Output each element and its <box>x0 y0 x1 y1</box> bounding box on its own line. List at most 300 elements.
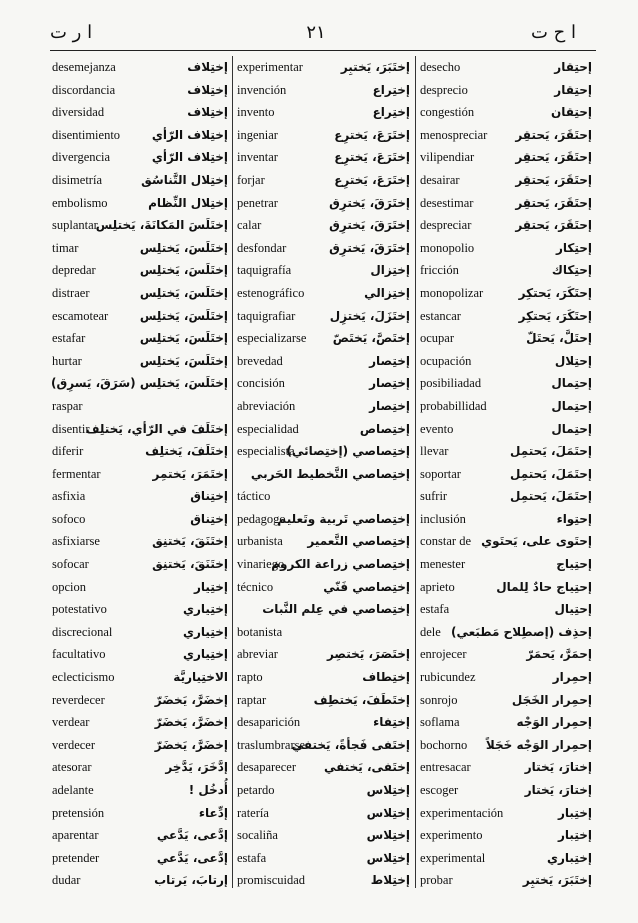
dictionary-entry <box>50 259 232 282</box>
dictionary-entry <box>418 327 596 350</box>
arabic-term: إدَّعى، يَدَّعي <box>156 850 228 865</box>
spanish-term: dele <box>420 624 441 639</box>
dictionary-entry <box>235 101 414 124</box>
dictionary-entry <box>235 824 414 847</box>
arabic-term: إختِزالي <box>364 285 410 300</box>
dictionary-entry <box>50 734 232 757</box>
arabic-term: إختِلاف <box>187 60 228 74</box>
dictionary-entry <box>418 101 596 124</box>
guide-word-right: ا ح ت <box>530 22 576 43</box>
arabic-term: إختَلَفَ، يَختلِف <box>145 444 228 459</box>
dictionary-entry <box>418 282 596 305</box>
arabic-term: إختَرَقَ، يَخترِق <box>329 218 410 233</box>
spanish-term: probar <box>420 873 453 888</box>
dictionary-entry <box>418 553 596 576</box>
dictionary-entry <box>418 192 596 215</box>
spanish-term: soportar <box>420 466 461 481</box>
dictionary-entry <box>235 79 414 102</box>
arabic-term: إختَنَقَ، يَختنِق <box>152 557 228 572</box>
guide-word-left: ا ر ت <box>50 22 93 43</box>
spanish-term: timar <box>52 240 79 255</box>
dictionary-entry <box>235 327 414 350</box>
dictionary-entry <box>50 79 232 102</box>
arabic-term: إحتِمال <box>551 376 592 391</box>
arabic-term: إختَلَسَ، يَختلِس <box>139 308 228 323</box>
dictionary-entry <box>50 666 232 689</box>
arabic-term: إختِصار <box>369 376 410 391</box>
dictionary-entry <box>50 395 232 418</box>
arabic-term: إحتَقَرَ، يَحتقِر <box>515 127 592 142</box>
dictionary-entry <box>418 847 596 870</box>
dictionary-entry <box>418 576 596 599</box>
dictionary-entry <box>50 56 232 79</box>
arabic-term: إدَّخَرَ، يَدَّخِر <box>165 760 228 775</box>
spanish-term: brevedad <box>237 353 283 368</box>
arabic-term: إختَصَرَ، يَختصِر <box>326 647 410 662</box>
spanish-term: fermentar <box>52 466 101 481</box>
arabic-term: إختِباري <box>547 850 592 865</box>
arabic-term: إحتَمَلَ، يَحتمِل <box>510 489 592 504</box>
dictionary-entry <box>50 418 232 441</box>
arabic-term: إحتِياج حادٌ لِلمال <box>496 579 592 594</box>
arabic-term: إحمَرَّ، يَحمَرّ <box>526 647 592 662</box>
arabic-term: إختِراع <box>372 105 410 120</box>
arabic-term: إختِياري <box>183 624 228 639</box>
spanish-term: depredar <box>52 263 96 278</box>
spanish-term: aprieto <box>420 579 455 594</box>
dictionary-entry <box>50 214 232 237</box>
arabic-term: إختِلاس <box>366 850 410 865</box>
dictionary-entry <box>418 779 596 802</box>
column-right <box>418 56 596 886</box>
column-middle <box>235 56 414 886</box>
arabic-term: إختِصاصي في عِلم النَّبات <box>262 602 410 617</box>
spanish-term: socaliña <box>237 828 278 843</box>
spanish-term: vinariego <box>237 557 285 572</box>
spanish-term: desairar <box>420 172 460 187</box>
arabic-term: إحتَمَلَ، يَحتمِل <box>510 444 592 459</box>
arabic-term: إحتِواء <box>556 511 592 526</box>
dictionary-entry <box>418 305 596 328</box>
arabic-term: إختَرَقَ، يَخترِق <box>329 240 410 255</box>
dictionary-entry <box>235 553 414 576</box>
arabic-term: إختَلَسَ المَكانَةَ، يَختلِس <box>95 218 228 233</box>
spanish-term: raspar <box>52 398 83 413</box>
page-header <box>0 22 638 46</box>
spanish-term: asfixiarse <box>52 534 100 549</box>
arabic-term: إحتِكار <box>555 240 592 255</box>
spanish-term: concisión <box>237 376 285 391</box>
arabic-term: إحمِرار الوَجْه <box>516 715 592 730</box>
spanish-term: soflama <box>420 715 460 730</box>
arabic-term: إختِبار <box>558 828 592 843</box>
dictionary-entry <box>50 643 232 666</box>
dictionary-entry <box>418 508 596 531</box>
arabic-term: إختَلَسَ، يَختلِس <box>139 263 228 278</box>
dictionary-entry <box>418 440 596 463</box>
spanish-term: aparentar <box>52 828 99 843</box>
spanish-term: pedagogo <box>237 511 286 526</box>
dictionary-entry <box>235 124 414 147</box>
arabic-term: إخضَرَّ، يَخضَرّ <box>154 715 228 730</box>
dictionary-entry <box>50 689 232 712</box>
arabic-term: إختِيار <box>194 579 228 594</box>
spanish-term: monopolizar <box>420 285 484 300</box>
arabic-term: إختِناق <box>190 489 228 504</box>
arabic-term: إحتَقَرَ، يَحتقِر <box>515 172 592 187</box>
spanish-term: abreviar <box>237 647 278 662</box>
spanish-term: enrojecer <box>420 647 467 662</box>
spanish-term: taquigrafiar <box>237 308 296 323</box>
arabic-term: إختَبَرَ، يَختبِر <box>522 873 592 888</box>
arabic-term: إحتِمال <box>551 398 592 413</box>
dictionary-entry <box>418 598 596 621</box>
spanish-term: despreciar <box>420 218 472 233</box>
dictionary-entry <box>235 237 414 260</box>
spanish-term: probabillidad <box>420 398 487 413</box>
spanish-term: bochorno <box>420 737 468 752</box>
dictionary-entry <box>418 146 596 169</box>
spanish-term: experimento <box>420 828 483 843</box>
arabic-term: إختِصاصي فَنّي <box>323 579 410 594</box>
arabic-term: الاختِياريَّة <box>173 670 228 685</box>
dictionary-entry <box>418 824 596 847</box>
spanish-term: atesorar <box>52 760 92 775</box>
arabic-term: إختِزال <box>370 263 410 278</box>
arabic-term: إختَلَفَ في الرّأي، يَختلِف <box>85 421 228 436</box>
spanish-term: dudar <box>52 873 81 888</box>
spanish-term: invención <box>237 82 287 97</box>
dictionary-entry <box>50 372 232 395</box>
dictionary-entry <box>235 847 414 870</box>
dictionary-entry <box>235 395 414 418</box>
spanish-term: raptar <box>237 692 267 707</box>
dictionary-entry <box>50 779 232 802</box>
dictionary-entry <box>235 372 414 395</box>
spanish-term: penetrar <box>237 195 278 210</box>
dictionary-entry <box>235 666 414 689</box>
dictionary-entry <box>418 530 596 553</box>
arabic-term: إختِلاس <box>366 828 410 843</box>
spanish-term: llevar <box>420 444 449 459</box>
arabic-term: إختِلاف الرّأي <box>151 127 228 142</box>
spanish-term: invento <box>237 105 275 120</box>
arabic-term: إختِفاء <box>373 715 410 730</box>
arabic-term: إحمِرار <box>552 670 592 685</box>
spanish-term: opcion <box>52 579 87 594</box>
arabic-term: إختَفى، يَختفي <box>323 760 410 775</box>
spanish-term: estafa <box>237 850 267 865</box>
dictionary-entry <box>50 169 232 192</box>
dictionary-entry <box>418 643 596 666</box>
dictionary-entry <box>418 214 596 237</box>
arabic-term: إختِصاصي التَّخطيط الحَربي <box>250 466 410 481</box>
arabic-term: إحتَمَلَ، يَحتمِل <box>510 466 592 481</box>
spanish-term: vilipendiar <box>420 150 475 165</box>
dictionary-entry <box>235 508 414 531</box>
dictionary-entry <box>418 350 596 373</box>
arabic-term: إحتِمال <box>551 421 592 436</box>
arabic-term: إختَطَفَ، يَختطِف <box>313 692 410 707</box>
arabic-term: إختَرَعَ، يَخترِع <box>334 172 410 187</box>
dictionary-entry <box>235 192 414 215</box>
dictionary-entry <box>235 169 414 192</box>
spanish-term: táctico <box>237 489 271 504</box>
dictionary-entry <box>235 305 414 328</box>
dictionary-entry <box>418 485 596 508</box>
arabic-term: إختِلال التَّناسُق <box>141 172 228 187</box>
arabic-term: إختِصار <box>369 353 410 368</box>
dictionary-entry <box>235 463 414 486</box>
dictionary-entry <box>418 418 596 441</box>
spanish-term: hurtar <box>52 353 82 368</box>
arabic-term: إدِّعاء <box>198 805 228 820</box>
arabic-term: إختَرَعَ، يَخترِع <box>334 150 410 165</box>
arabic-term: إختِصاص <box>359 421 410 436</box>
spanish-term: menester <box>420 557 466 572</box>
spanish-term: especializarse <box>237 331 307 346</box>
spanish-term: desfondar <box>237 240 287 255</box>
dictionary-entry <box>50 101 232 124</box>
dictionary-entry <box>235 440 414 463</box>
dictionary-entry <box>50 350 232 373</box>
dictionary-entry <box>50 824 232 847</box>
spanish-term: taquigrafía <box>237 263 292 278</box>
arabic-term: إحتِقار <box>554 60 592 74</box>
arabic-term: إحتِكاك <box>551 263 592 278</box>
dictionary-entry <box>235 598 414 621</box>
arabic-term: إختِلاط <box>370 873 410 888</box>
arabic-term: إحتِيال <box>554 602 592 617</box>
dictionary-entry <box>418 869 596 892</box>
page-number: ٢١ <box>306 22 326 43</box>
spanish-term: especialista <box>237 444 295 459</box>
spanish-term: sufrir <box>420 489 448 504</box>
arabic-term: إختِصار <box>369 398 410 413</box>
spanish-term: divergencia <box>52 150 111 165</box>
spanish-term: experimental <box>420 850 486 865</box>
dictionary-entry <box>235 756 414 779</box>
spanish-term: ratería <box>237 805 269 820</box>
arabic-term: إخضَرَّ، يَخضَرّ <box>154 692 228 707</box>
spanish-term: petardo <box>237 783 275 797</box>
dictionary-entry <box>418 259 596 282</box>
arabic-term: إختَرَقَ، يَخترِق <box>329 195 410 210</box>
spanish-term: disentir <box>52 421 90 436</box>
arabic-term: إختِياري <box>183 602 228 617</box>
spanish-term: ingeniar <box>237 127 278 142</box>
spanish-term: estancar <box>420 308 461 323</box>
dictionary-entry <box>50 530 232 553</box>
spanish-term: distraer <box>52 285 90 300</box>
spanish-term: disentimiento <box>52 127 121 142</box>
spanish-term: inclusión <box>420 511 466 526</box>
dictionary-entry <box>418 169 596 192</box>
spanish-term: desaparición <box>237 715 301 730</box>
dictionary-entry <box>235 282 414 305</box>
dictionary-entry <box>235 214 414 237</box>
dictionary-entry <box>235 485 414 508</box>
spanish-term: especialidad <box>237 421 299 436</box>
spanish-term: promiscuidad <box>237 873 306 888</box>
dictionary-entry <box>50 553 232 576</box>
dictionary-columns <box>50 56 596 886</box>
spanish-term: eclecticismo <box>52 670 115 685</box>
dictionary-entry <box>418 621 596 644</box>
arabic-term: إحمِرار الخَجَل <box>511 692 592 707</box>
spanish-term: menospreciar <box>420 127 488 142</box>
arabic-term: إحتِياج <box>556 557 592 572</box>
spanish-term: constar de <box>420 534 472 549</box>
dictionary-entry <box>50 192 232 215</box>
arabic-term: إختِراع <box>372 82 410 97</box>
spanish-term: estenográfico <box>237 285 305 300</box>
spanish-term: ocupación <box>420 353 472 368</box>
dictionary-entry <box>418 734 596 757</box>
column-divider-right <box>415 56 416 888</box>
arabic-term: إختِصاصي زراعة الكروم <box>271 557 410 572</box>
dictionary-entry <box>50 485 232 508</box>
dictionary-entry <box>235 802 414 825</box>
dictionary-entry <box>235 643 414 666</box>
spanish-term: técnico <box>237 579 274 594</box>
dictionary-entry <box>235 146 414 169</box>
spanish-term: disimetría <box>52 172 102 187</box>
arabic-term: إختِلاف <box>187 82 228 97</box>
arabic-term: إختِطاف <box>362 670 410 685</box>
arabic-term: إختارَ، يَختار <box>524 760 592 775</box>
arabic-term: إدَّعى، يَدَّعي <box>156 828 228 843</box>
dictionary-entry <box>418 237 596 260</box>
spanish-term: desaparecer <box>237 760 296 775</box>
spanish-term: desemejanza <box>52 60 116 74</box>
spanish-term: rapto <box>237 670 263 685</box>
spanish-term: escamotear <box>52 308 109 323</box>
arabic-term: إحذِف (إصطِلاح مَطبَعي) <box>450 624 592 639</box>
dictionary-entry <box>235 350 414 373</box>
dictionary-entry <box>418 689 596 712</box>
arabic-term: إختَزَلَ، يَختزِل <box>329 308 410 323</box>
dictionary-entry <box>50 237 232 260</box>
dictionary-entry <box>235 259 414 282</box>
arabic-term: إختَلَسَ، يَختلِس <box>139 240 228 255</box>
spanish-term: reverdecer <box>52 692 105 707</box>
arabic-term: إخضَرَّ، يَخضَرّ <box>154 737 228 752</box>
arabic-term: إختِصاصي التَّعمير <box>307 534 410 549</box>
spanish-term: escoger <box>420 783 459 797</box>
arabic-term: إختَلَسَ، يَختلِس <box>139 353 228 368</box>
arabic-term: إختِلاس <box>366 783 410 797</box>
arabic-term: إختَبَرَ، يَختبِر <box>340 60 410 74</box>
dictionary-entry <box>418 756 596 779</box>
dictionary-entry <box>50 802 232 825</box>
spanish-term: verdear <box>52 715 90 730</box>
arabic-term: إحتَقَرَ، يَحتقِر <box>515 150 592 165</box>
dictionary-entry <box>235 711 414 734</box>
header-rule <box>50 50 596 51</box>
spanish-term: experimentación <box>420 805 504 820</box>
dictionary-entry <box>235 56 414 79</box>
arabic-term: إحتِقار <box>554 82 592 97</box>
arabic-term: إحتَكَرَ، يَحتكِر <box>518 285 592 300</box>
arabic-term: إختِياري <box>183 647 228 662</box>
spanish-term: forjar <box>237 172 265 187</box>
dictionary-entry <box>50 146 232 169</box>
spanish-term: embolismo <box>52 195 108 210</box>
arabic-term: إختِلاف <box>187 105 228 120</box>
dictionary-entry <box>235 418 414 441</box>
arabic-term: إختِلال النِّظام <box>148 195 228 210</box>
dictionary-entry <box>50 305 232 328</box>
spanish-term: monopolio <box>420 240 475 255</box>
spanish-term: diferir <box>52 444 84 459</box>
dictionary-entry <box>50 124 232 147</box>
spanish-term: sonrojo <box>420 692 458 707</box>
dictionary-entry <box>418 802 596 825</box>
spanish-term: desecho <box>420 60 461 74</box>
spanish-term: botanista <box>237 624 283 639</box>
arabic-term: إحتَلَّ، يَحتَلّ <box>526 331 592 346</box>
spanish-term: pretender <box>52 850 100 865</box>
arabic-term: أُدخُل ! <box>188 783 228 797</box>
dictionary-entry <box>50 756 232 779</box>
spanish-term: abreviación <box>237 398 296 413</box>
arabic-term: إختَلَسَ، يَختلِس (سَرَقَ، يَسرِق) <box>51 376 228 391</box>
spanish-term: potestativo <box>52 602 107 617</box>
spanish-term: pretensión <box>52 805 105 820</box>
dictionary-entry <box>50 847 232 870</box>
spanish-term: suplantar <box>52 218 98 233</box>
arabic-term: إختِبار <box>558 805 592 820</box>
dictionary-entry <box>50 576 232 599</box>
spanish-term: traslumbrarse <box>237 737 306 752</box>
dictionary-entry <box>50 508 232 531</box>
spanish-term: asfixia <box>52 489 86 504</box>
arabic-term: إختِصاصي تَربية وتَعليم <box>277 511 410 526</box>
spanish-term: evento <box>420 421 454 436</box>
spanish-term: estafa <box>420 602 450 617</box>
spanish-term: rubicundez <box>420 670 476 685</box>
dictionary-entry <box>418 56 596 79</box>
dictionary-entry <box>235 869 414 892</box>
dictionary-entry <box>418 124 596 147</box>
spanish-term: discordancia <box>52 82 116 97</box>
arabic-term: إحتِلال <box>554 353 592 368</box>
spanish-term: diversidad <box>52 105 105 120</box>
arabic-term: إختِناق <box>190 511 228 526</box>
arabic-term: إحتِقان <box>550 105 592 120</box>
arabic-term: إحتَوى على، يَحتَوي <box>481 534 592 549</box>
dictionary-entry <box>50 869 232 892</box>
arabic-term: إختَلَسَ، يَختلِس <box>139 331 228 346</box>
arabic-term: إختارَ، يَختار <box>524 783 592 797</box>
spanish-term: discrecional <box>52 624 113 639</box>
dictionary-entry <box>418 711 596 734</box>
spanish-term: sofoco <box>52 511 86 526</box>
dictionary-entry <box>235 621 414 644</box>
spanish-term: ocupar <box>420 331 455 346</box>
spanish-term: posibiliadad <box>420 376 482 391</box>
dictionary-entry <box>50 463 232 486</box>
arabic-term: إختِلاس <box>366 805 410 820</box>
arabic-term: إختَمَرَ، يَختمِر <box>152 466 228 481</box>
arabic-term: إختَصَّ، يَختَصّ <box>332 331 410 346</box>
dictionary-entry <box>235 689 414 712</box>
spanish-term: verdecer <box>52 737 96 752</box>
spanish-term: adelante <box>52 783 94 797</box>
spanish-term: entresacar <box>420 760 471 775</box>
spanish-term: sofocar <box>52 557 89 572</box>
